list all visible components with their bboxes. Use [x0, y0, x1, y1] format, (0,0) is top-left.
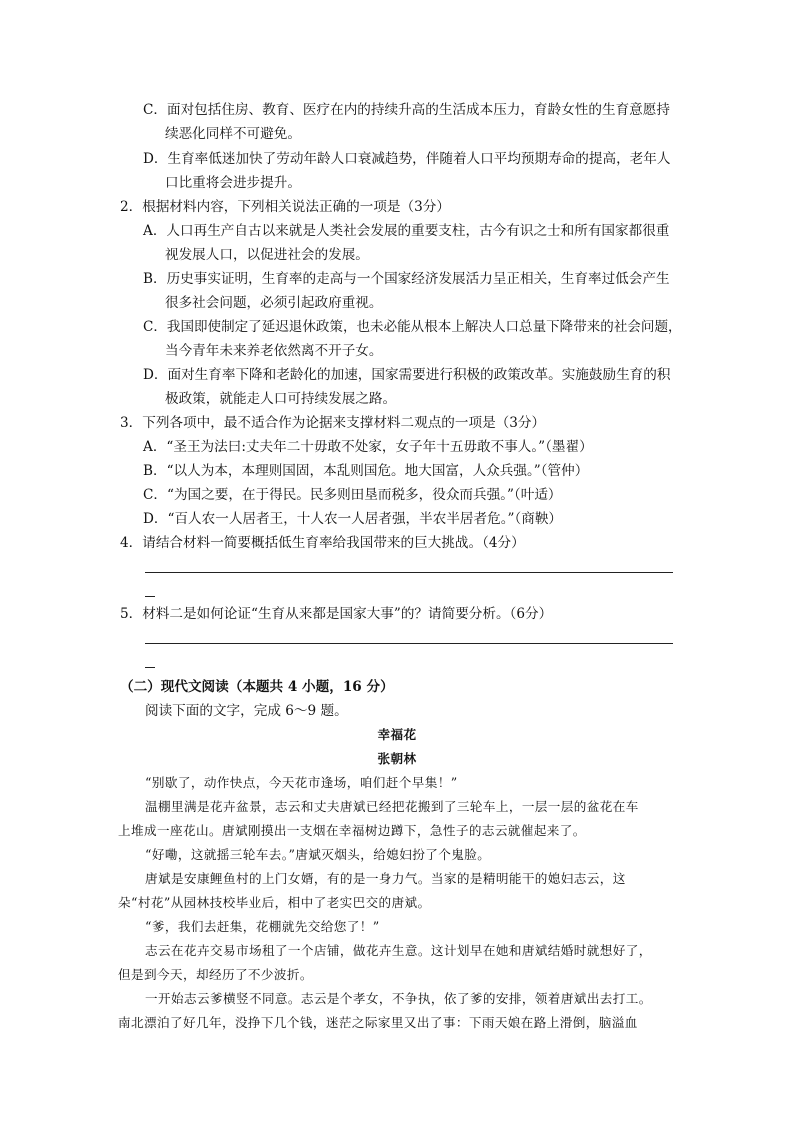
story-paragraph-6-line1: 志云在花卉交易市场租了一个店铺，做花卉生意。这计划早在她和唐斌结婚时就想好了， [145, 943, 652, 958]
story-paragraph-4-line2: 朵“村花”从园林技校毕业后，相中了老实巴交的唐斌。 [118, 895, 431, 910]
q1-option-d-line1: D．生育率低迷加快了劳动年龄人口衰减趋势，伴随着人口平均预期寿命的提高，老年人 [143, 151, 671, 167]
q4-answer-line-end [145, 596, 155, 597]
q2-option-d-line1: D．面对生育率下降和老龄化的加速，国家需要进行积极的政策改革。实施鼓励生育的积 [143, 367, 671, 383]
q2-stem: 2．根据材料内容，下列相关说法正确的一项是（3分） [120, 199, 450, 215]
story-paragraph-2-line1: 温棚里满是花卉盆景，志云和丈夫唐斌已经把花搬到了三轮车上，一层一层的盆花在车 [145, 799, 639, 814]
section-instruction: 阅读下面的文字，完成 6～9 题。 [145, 703, 348, 719]
q2-option-b-line2: 很多社会问题，必须引起政府重视。 [165, 295, 383, 311]
q1-option-c-line2: 续恶化同样不可避免。 [165, 126, 301, 142]
q5-answer-line-end [145, 667, 155, 668]
story-paragraph-7-line1: 一开始志云爹横竖不同意。志云是个孝女，不争执，依了爹的安排，领着唐斌出去打工。 [145, 991, 652, 1006]
story-paragraph-3: “好嘞，这就摇三轮车去。”唐斌灭烟头，给媳妇扮了个鬼脸。 [145, 847, 491, 862]
story-author: 张朝林 [377, 751, 417, 766]
q2-option-d-line2: 极政策，就能走人口可持续发展之路。 [165, 391, 397, 407]
story-paragraph-5: “爹，我们去赶集，花棚就先交给您了！” [145, 919, 380, 934]
q3-option-b: B．“以人为本，本理则国固，本乱则国危。地大国富，人众兵强。”（管仲） [143, 463, 589, 479]
q3-option-a: A．“圣王为法曰:丈夫年二十毋敢不处家，女子年十五毋敢不事人。”（墨翟） [143, 439, 593, 455]
q4-answer-line[interactable] [145, 572, 673, 573]
q5-stem: 5．材料二是如何论证“生育从来都是国家大事”的？请简要分析。（6分） [120, 606, 553, 622]
q2-option-a-line2: 视发展人口，以促进社会的发展。 [165, 247, 369, 263]
story-paragraph-7-line2: 南北漂泊了好几年，没挣下几个钱，迷茫之际家里又出了事：下雨天娘在路上滑倒，脑溢血 [118, 1015, 638, 1030]
q2-option-a-line1: A．人口再生产自古以来就是人类社会发展的重要支柱，古今有识之士和所有国家都很重 [143, 223, 670, 239]
q2-option-c-line2: 当今青年未来养老依然离不开子女。 [165, 343, 383, 359]
q3-option-c: C．“为国之要，在于得民。民多则田垦而税多，役众而兵强。”（叶适） [143, 487, 562, 503]
story-paragraph-6-line2: 但是到今天，却经历了不少波折。 [118, 967, 313, 982]
story-paragraph-2-line2: 上堆成一座花山。唐斌刚摸出一支烟在幸福树边蹲下，急性子的志云就催起来了。 [118, 823, 586, 838]
story-paragraph-4-line1: 唐斌是安康鲤鱼村的上门女婿，有的是一身力气。当家的是精明能干的媳妇志云，这 [145, 871, 626, 886]
q5-answer-line[interactable] [145, 643, 673, 644]
q1-option-d-line2: 口比重将会进步提升。 [165, 175, 301, 191]
q4-stem: 4．请结合材料一简要概括低生育率给我国带来的巨大挑战。（4分） [120, 535, 525, 551]
section-heading: （二）现代文阅读（本题共 4 小题，16 分） [120, 679, 394, 695]
q2-option-b-line1: B．历史事实证明，生育率的走高与一个国家经济发展活力呈正相关，生育率过低会产生 [143, 271, 670, 287]
q3-stem: 3．下列各项中，最不适合作为论据来支撑材料二观点的一项是（3分） [120, 415, 546, 431]
story-paragraph-1: “别歇了，动作快点，今天花市逢场，咱们赶个早集！” [145, 775, 458, 790]
story-title: 幸福花 [377, 727, 417, 742]
q1-option-c-line1: C．面对包括住房、教育、医疗在内的持续升高的生活成本压力，育龄女性的生育意愿持 [143, 102, 670, 118]
q2-option-c-line1: C．我国即使制定了延迟退休政策，也未必能从根本上解决人口总量下降带来的社会问题， [143, 319, 682, 335]
q3-option-d: D．“百人农一人居者王，十人农一人居者强，半农半居者危。”（商鞅） [143, 511, 563, 527]
